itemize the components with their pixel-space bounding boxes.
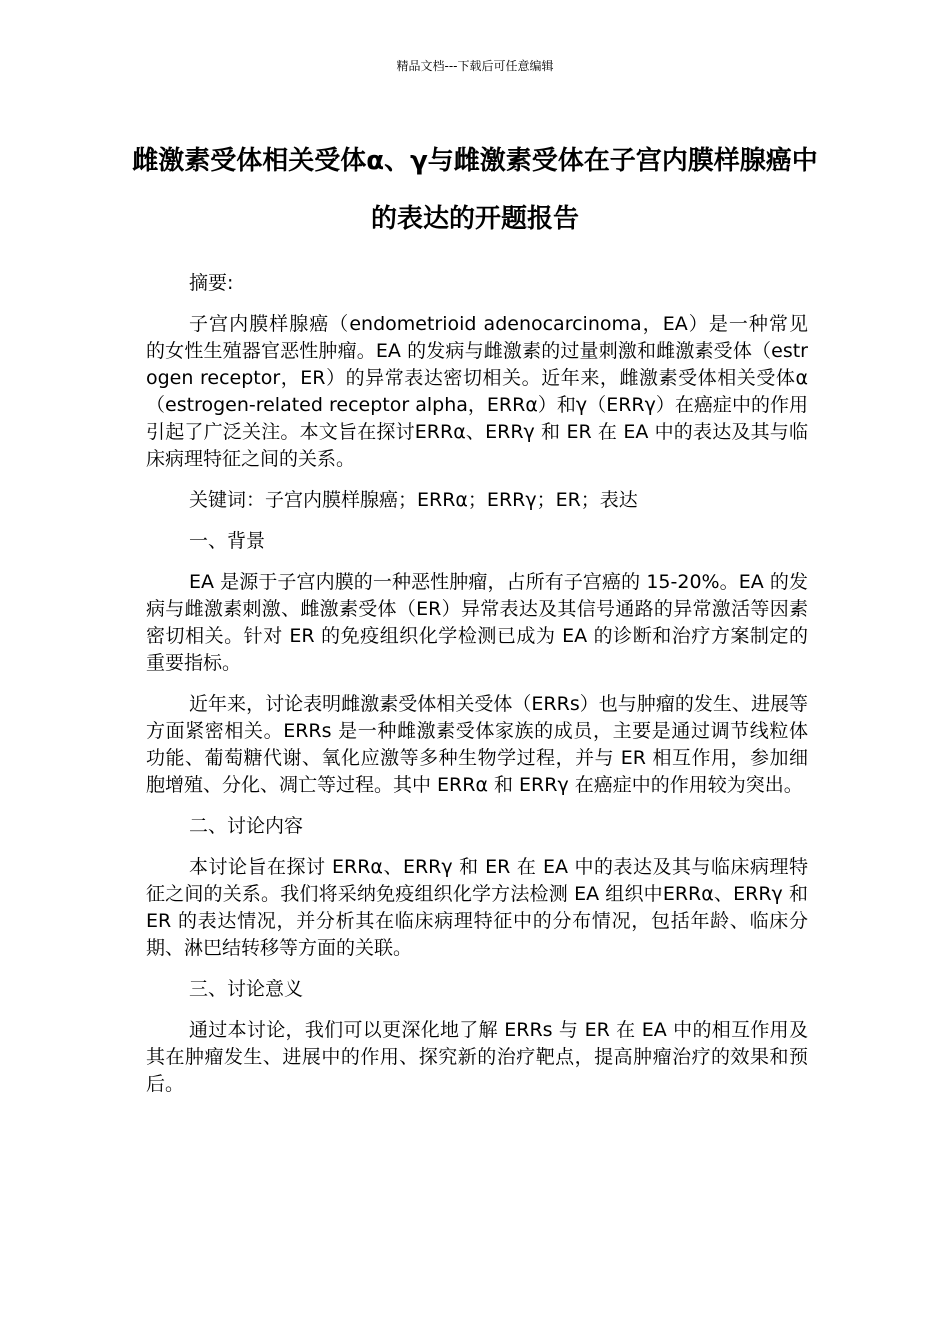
document-title: 雌激素受体相关受体α、γ与雌激素受体在子宫内膜样腺癌中的表达的开题报告 xyxy=(132,146,818,234)
background-paragraph-1: EA 是源于子宫内膜的一种恶性肿瘤，占所有子宫癌的 15-20%。EA 的发病与雌激素刺激、雌激素受体（ER）异常表达及其信号通路的异常激活等因素密切相关。针对 ER 的免疫组织化学检测已成为 EA 的诊断和治疗方案制定的重要指标。 xyxy=(146,571,808,674)
abstract-label: 摘要: xyxy=(189,272,234,294)
abstract-paragraph: 子宫内膜样腺癌（endometrioid adenocarcinoma，EA）是一种常见的女性生殖器官恶性肿瘤。EA 的发病与雌激素的过量刺激和雌激素受体（estrogen receptor，ER）的异常表达密切相关。近年来，雌激素受体相关受体α（estrogen-related receptor alpha，ERRα）和γ（ERRγ）在癌症中的作用引起了广泛关注。本文旨在探讨ERRα、ERRγ 和 ER 在 EA 中的表达及其与临床病理特征之间的关系。 xyxy=(146,313,808,470)
section-heading-content: 二、讨论内容 xyxy=(189,815,304,837)
keywords-line: 关键词：子宫内膜样腺癌；ERRα；ERRγ；ER；表达 xyxy=(189,489,638,511)
section-heading-significance: 三、讨论意义 xyxy=(189,978,304,1000)
section-heading-background: 一、背景 xyxy=(189,530,266,552)
significance-paragraph: 通过本讨论，我们可以更深化地了解 ERRs 与 ER 在 EA 中的相互作用及其在肿瘤发生、进展中的作用、探究新的治疗靶点，提高肿瘤治疗的效果和预后。 xyxy=(146,1019,808,1095)
page-header: 精品文档---下载后可任意编辑 xyxy=(396,59,554,73)
document-body xyxy=(146,270,808,1112)
background-paragraph-2: 近年来，讨论表明雌激素受体相关受体（ERRs）也与肿瘤的发生、进展等方面紧密相关。ERRs 是一种雌激素受体家族的成员，主要是通过调节线粒体功能、葡萄糖代谢、氧化应激等多种生物学过程，并与 ER 相互作用，参加细胞增殖、分化、凋亡等过程。其中 ERRα 和 ERRγ 在癌症中的作用较为突出。 xyxy=(146,693,808,796)
content-paragraph: 本讨论旨在探讨 ERRα、ERRγ 和 ER 在 EA 中的表达及其与临床病理特征之间的关系。我们将采纳免疫组织化学方法检测 EA 组织中ERRα、ERRγ 和 ER 的表达情况，并分析其在临床病理特征中的分布情况，包括年龄、临床分期、淋巴结转移等方面的关联。 xyxy=(146,856,808,959)
